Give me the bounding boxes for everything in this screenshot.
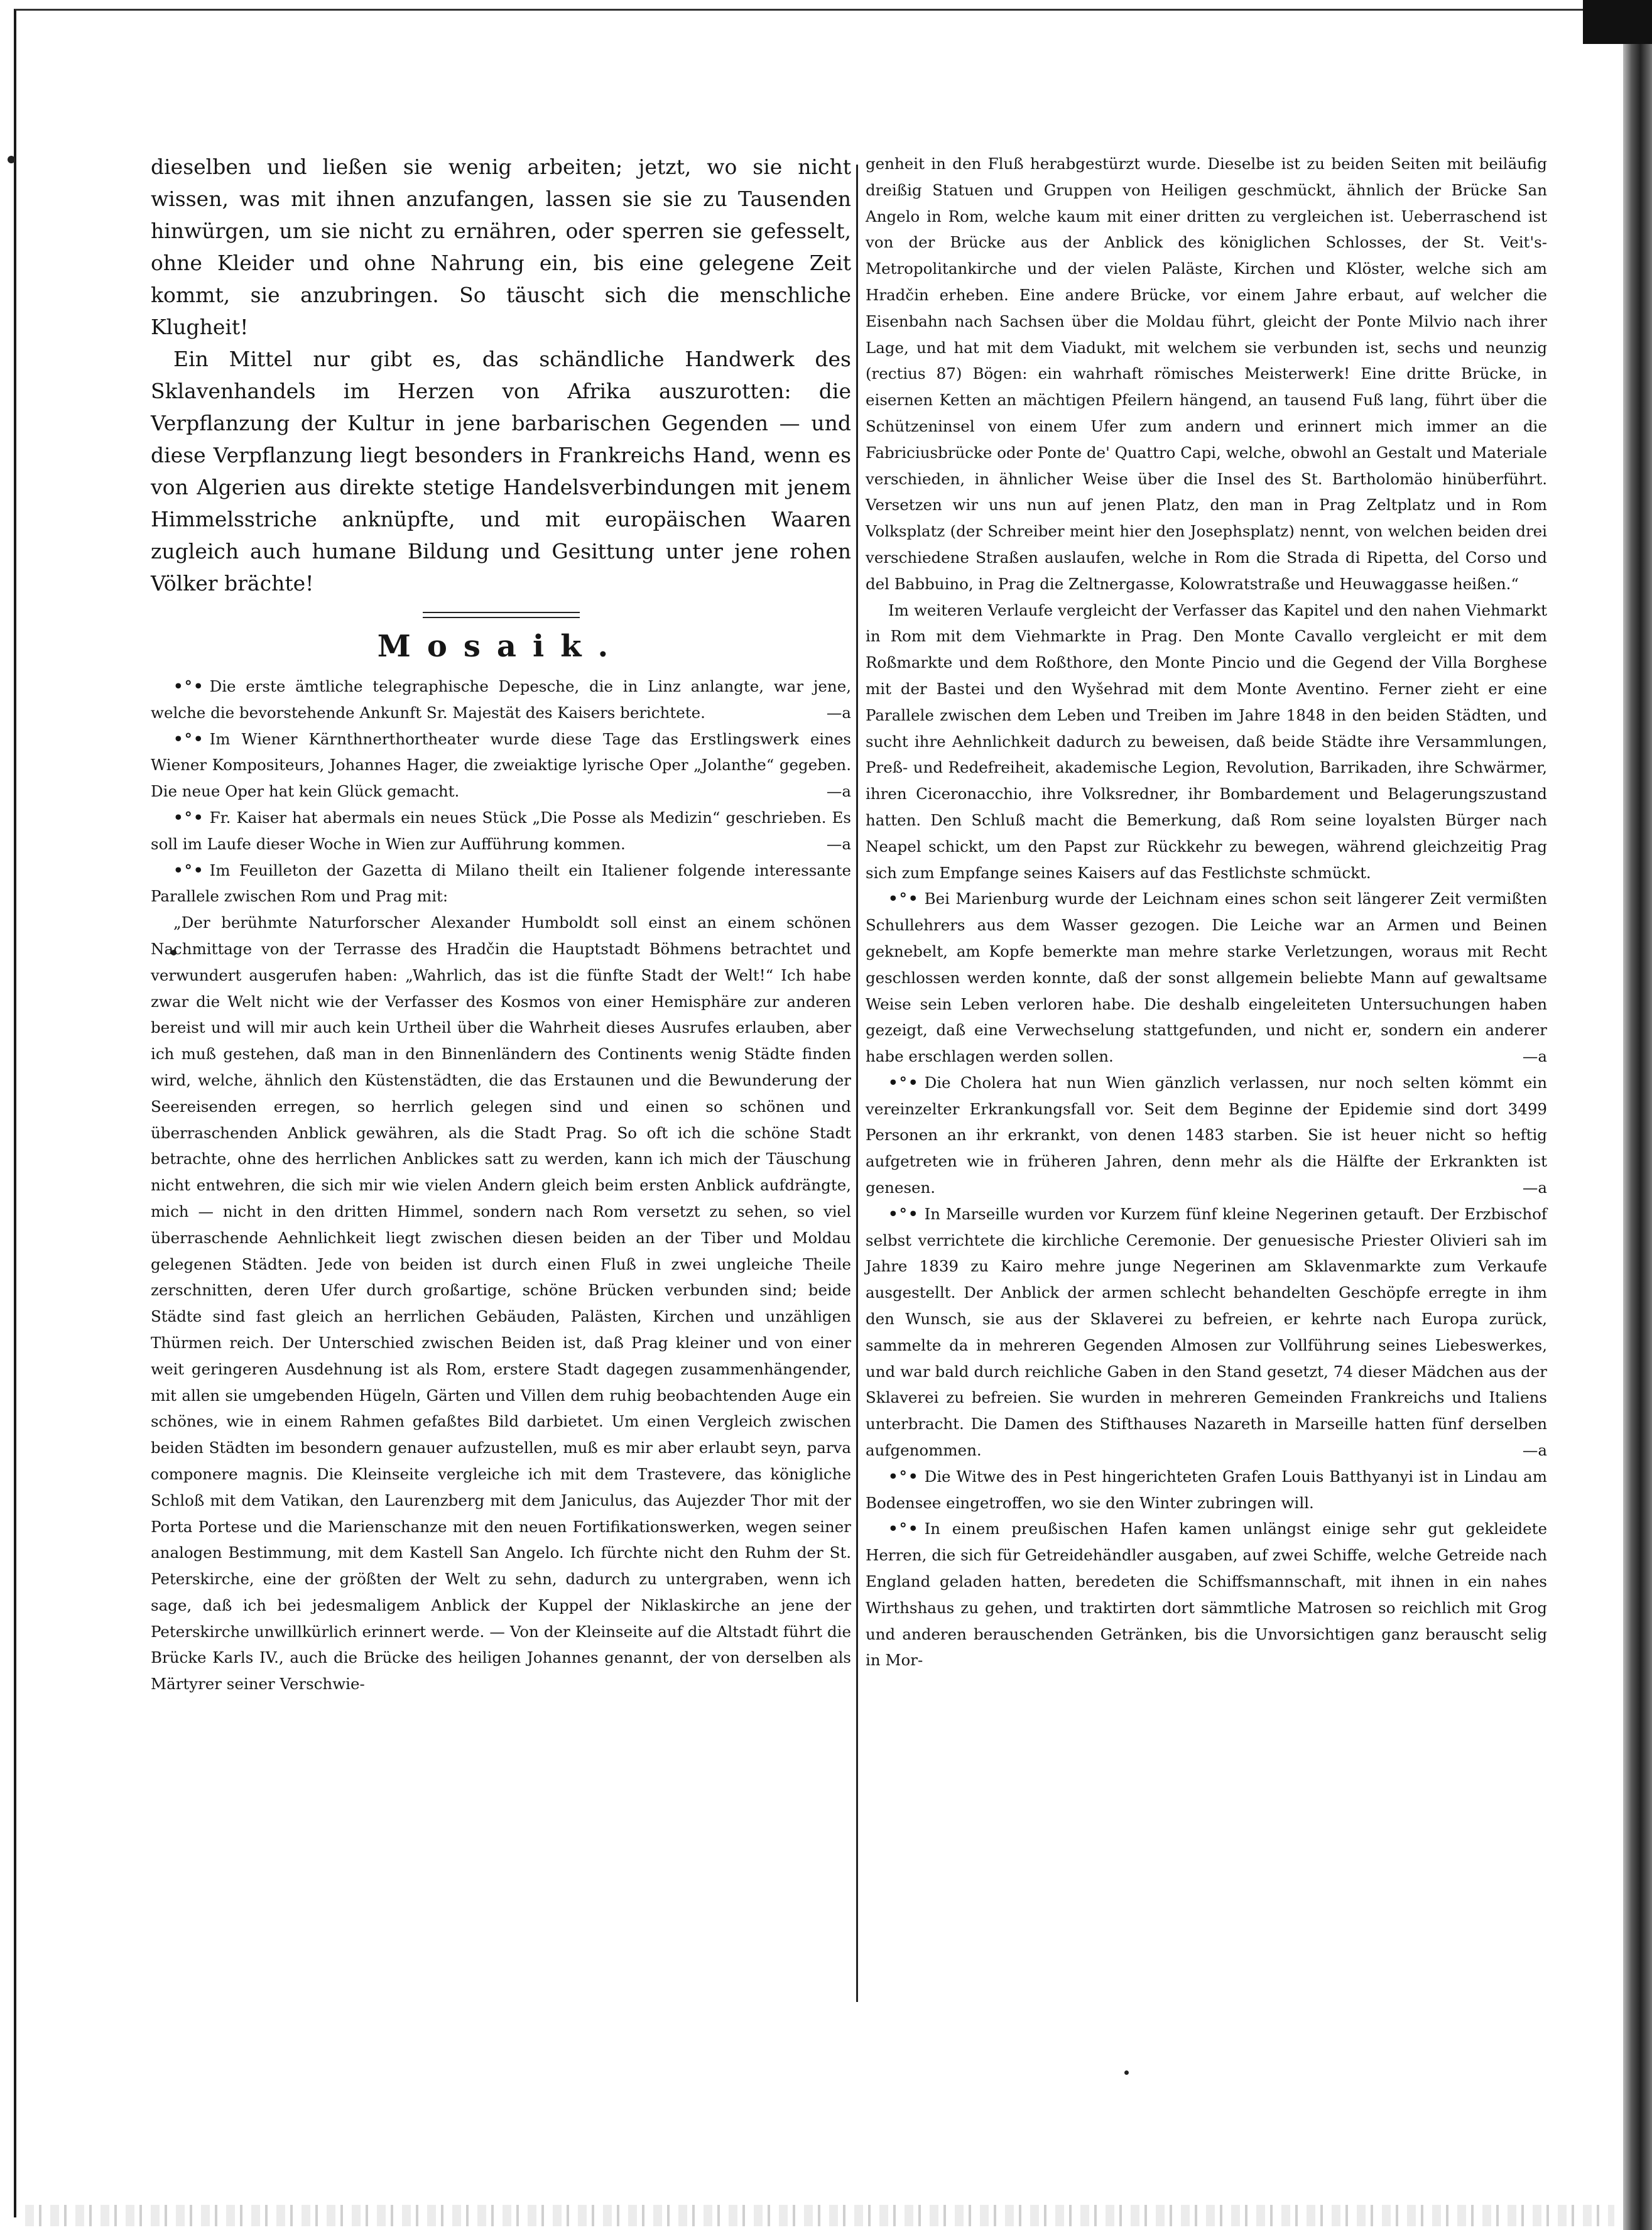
- news-item: [866, 1201, 1547, 1464]
- news-item: [866, 1516, 1547, 1673]
- section-separator: [423, 612, 580, 618]
- signature: —a: [826, 782, 851, 801]
- news-item: [151, 805, 851, 857]
- news-text: In Marseille wurden vor Kurzem fünf kleine Negerinen getauft. Der Erzbischof selbst verrichtete die kirchliche Ceremonie. Der genuesische Priester Olivieri sah im Jahre 1839 zu Kairo mehre junge Negerinen am Sklavenmarkte zum Verkaufe ausgestellt. Der Anblick der armen schlecht behandelten Geschöpfe erregte in ihm den Wunsch, sie aus der Sklaverei zu befreien, er kehrte nach Europa zurück, sammelte da in mehreren Gegenden Almosen zur Vollführung seines Liebeswerkes, und war bald durch reichliche Gaben in den Stand gesetzt, 74 dieser Mädchen aus der Sklaverei zu befreien. Sie wurden in mehreren Gemeinden Frankreichs und Italiens unterbracht. Die Damen des Stifthauses Nazareth in Marseille hatten fünf derselben aufgenommen.: [866, 1204, 1547, 1460]
- paragraph: Ein Mittel nur gibt es, das schändliche Handwerk des Sklavenhandels im Herzen von Afrika auszurotten: die Verpflanzung der Kultur in jene barbarischen Gegenden — und diese Verpflanzung liegt besonders in Frankreichs Hand, wenn es von Algerien aus direkte stetige Handelsverbindungen mit jenem Himmelsstriche anknüpfte, und mit europäischen Waaren zugleich auch humane Bildung und Gesittung unter jene rohen Völker brächte!: [151, 347, 851, 596]
- scan-corner: [1583, 0, 1652, 44]
- scan-edge: [1623, 0, 1652, 2230]
- news-text: Fr. Kaiser hat abermals ein neues Stück „Die Posse als Medizin“ geschrieben. Es soll im Laufe dieser Woche in Wien zur Aufführung kommen.: [151, 808, 851, 853]
- news-item: [151, 726, 851, 805]
- quote-paragraph: „Der berühmte Naturforscher Alexander Humboldt soll einst an einem schönen Nachmittage von der Terrasse des Hradčin die Hauptstadt Böhmens betrachtet und verwundert ausgerufen haben: „Wahrlich, das ist die fünfte Stadt der Welt!“ Ich habe zwar die Welt nicht wie der Verfasser des Kosmos von einer Hemisphäre zur anderen bereist und will mir auch kein Urtheil über die Wahrheit dieses Ausrufes erlauben, aber ich muß gestehen, daß man in den Binnenländern des Continents wenig Städte finden wird, welche, ähnlich den Küstenstädten, die das Erstaunen und die Bewunderung der Seereisenden erregen, so herrlich gelegen sind und einen so schönen und überraschenden Anblick gewähren, als die Stadt Prag. So oft ich die schöne Stadt betrachte, ohne des herrlichen Anblickes satt zu werden, kann ich mich der Täuschung nicht entwehren, die sich mir wie vielen Andern gleich beim ersten Anblick aufdrängte, mich — nicht in den dritten Himmel, sondern nach Rom versetzt zu sehen, so viel überraschende Aehnlichkeit liegt zwischen diesen beiden an der Tiber und Moldau gelegenen Städten. Jede von beiden ist durch einen Fluß in zwei ungleiche Theile zerschnitten, deren Ufer durch großartige, schöne Brücken verbunden sind; beide Städte sind fast gleich an herrlichen Gebäuden, Palästen, Kirchen und unzähligen Thürmen reich. Der Unterschied zwischen Beiden ist, daß Prag kleiner und von einer weit geringeren Ausdehnung ist als Rom, erstere Stadt dagegen zusammenhängender, mit allen sie umgebenden Hügeln, Gärten und Villen dem ruhig beobachtenden Auge ein schönes, wie in einem Rahmen gefaßtes Bild darbietet. Um einen Vergleich zwischen beiden Städten im besondern genauer aufzustellen, muß es mir aber erlaubt seyn, parva componere magnis. Die Kleinseite vergleiche ich mit dem Trastevere, das königliche Schloß mit dem Vatikan, den Laurenzberg mit dem Janiculus, das Aujezder Thor mit der Porta Portese und die Marienschanze mit den neuen Fortifikationswerken, wegen seiner analogen Bestimmung, mit dem Kastell San Angelo. Ich fürchte nicht den Ruhm der St. Peterskirche, eine der größten der Welt zu sehn, dadurch zu untergraben, wenn ich sage, daß ich bei jedesmaligem Anblick der Kuppel der Niklaskirche an jene der Peterskirche unwillkürlich erinnert werde. — Von der Kleinseite auf die Altstadt führt die Brücke Karls IV., auch die Brücke des heiligen Johannes genannt, der von derselben als Märtyrer seiner Verschwie-: [151, 913, 851, 1694]
- item-mark: •°•: [173, 729, 205, 748]
- item-mark: •°•: [888, 1467, 920, 1486]
- margin-mark: [1124, 2070, 1129, 2075]
- news-text: Bei Marienburg wurde der Leichnam eines schon seit längerer Zeit vermißten Schullehrers aus dem Wasser gezogen. Die Leiche war an Armen und Beinen geknebelt, am Kopfe bemerkte man mehre starke Verletzungen, woraus mit Recht geschlossen werden konnte, daß der sonst allgemein beliebte Mann auf gewaltsame Weise sein Leben verloren habe. Die deshalb eingeleiteten Untersuchungen haben gezeigt, daß eine Verwechselung stattgefunden, und nicht er, sondern ein anderer habe erschlagen werden sollen.: [866, 889, 1547, 1066]
- signature: —a: [826, 703, 851, 722]
- item-mark: •°•: [888, 1520, 920, 1538]
- continued-paragraph: genheit in den Fluß herabgestürzt wurde. Dieselbe ist zu beiden Seiten mit beiläufig dreißig Statuen und Gruppen von Heiligen geschmückt, ähnlich der Brücke San Angelo in Rom, welche kaum mit einer dritten zu vergleichen ist. Ueberraschend ist von der Brücke aus der Anblick des königlichen Schlosses, der St. Veit's-Metropolitankirche und der vielen Paläste, Kirchen und Klöster, welche sich am Hradčin erheben. Eine andere Brücke, vor einem Jahre erbaut, auf welcher die Eisenbahn nach Sachsen über die Moldau führt, gleicht der Ponte Milvio nach ihrer Lage, und hat mit dem Viadukt, mit welchem sie verbunden ist, sechs und neunzig (rectius 87) Bögen: ein wahrhaft römisches Meisterwerk! Eine dritte Brücke, in eisernen Ketten an mächtigen Pfeilern hängend, an tausend Fuß lang, führt über die Schützeninsel von einem Ufer zum andern und erinnert mich immer an die Fabriciusbrücke oder Ponte de' Quattro Capi, welche, obwohl an Gestalt und Materiale verschieden, in ähnlicher Weise über die Insel des St. Bartholomäo hinüberführt. Versetzen wir uns nun auf jenen Platz, den man in Prag Zeltplatz und in Rom Volksplatz (der Schreiber meint hier den Josephsplatz) nennt, von welchen beiden drei verschiedene Straßen auslaufen, welche in Rom die Strada di Ripetta, del Corso und del Babbuino, in Prag die Zeltnergasse, Kolowratstraße und Heuwaggasse heißen.“: [866, 155, 1547, 593]
- right-column: [866, 151, 1547, 1673]
- section-heading: Mosaik.: [377, 629, 625, 664]
- scan-bottom-noise: [25, 2205, 1614, 2226]
- paragraph: dieselben und ließen sie wenig arbeiten; jetzt, wo sie nicht wissen, was mit ihnen anzufangen, lassen sie sie zu Tausenden hinwürgen, um sie nicht zu ernähren, oder sperren sie gefesselt, ohne Kleider und ohne Nahrung ein, bis eine gelegene Zeit kommt, sie anzubringen. So täuscht sich die menschliche Klugheit!: [151, 155, 851, 339]
- paragraph: Im weiteren Verlaufe vergleicht der Verfasser das Kapitel und den nahen Viehmarkt in Rom mit dem Viehmarkte in Prag. Den Monte Cavallo vergleicht er mit dem Roßmarkte und dem Roßthore, den Monte Pincio und die Gegend der Villa Borghese mit der Bastei und den Wyšehrad mit dem Monte Aventino. Ferner zieht er eine Parallele zwischen dem Leben und Treiben im Jahre 1848 in den beiden Städten, und sucht ihre Aehnlichkeit dadurch zu beweisen, daß beide Städte ihre Versammlungen, Preß- und Redefreiheit, akademische Legion, Revolution, Barrikaden, ihre Schwärmer, ihren Ciceronacchio, ihre Volksredner, ihr Bombardement und Belagerungszustand hatten. Den Schluß macht die Bemerkung, daß Rom seine loyalsten Bürger nach Neapel schickt, um den Papst zur Rückkehr zu bewegen, während gleichzeitig Prag sich zum Empfange seines Kaisers auf das Festlichste schmückt.: [866, 601, 1547, 882]
- news-text: Im Wiener Kärnthnerthortheater wurde diese Tage das Erstlingswerk eines Wiener Kompositeurs, Johannes Hager, die zweiaktige lyrische Oper „Jolanthe“ gegeben. Die neue Oper hat kein Glück gemacht.: [151, 729, 851, 801]
- item-mark: •°•: [888, 1204, 920, 1223]
- news-item: [151, 857, 851, 910]
- news-item: [151, 673, 851, 726]
- news-item: [866, 1464, 1547, 1516]
- left-column: [151, 151, 851, 1697]
- news-text: Die Witwe des in Pest hingerichteten Grafen Louis Batthyanyi ist in Lindau am Bodensee eingetroffen, wo sie den Winter zubringen will.: [866, 1467, 1547, 1512]
- news-text: In einem preußischen Hafen kamen unlängst einige sehr gut gekleidete Herren, die sich für Getreidehändler ausgaben, auf zwei Schiffe, welche Getreide nach England geladen hatten, beredeten die Schiffsmannschaft, mit ihnen in ein nahes Wirthshaus zu gehen, und traktirten dort sämmtliche Matrosen so reichlich mit Grog und anderen berauschenden Getränken, bis die Unvorsichtigen ganz berauscht selig in Mor-: [866, 1520, 1547, 1670]
- signature: —a: [1522, 1047, 1547, 1066]
- news-item: [866, 886, 1547, 1070]
- signature: —a: [1522, 1441, 1547, 1460]
- signature: —a: [826, 834, 851, 853]
- item-mark: •°•: [888, 889, 920, 908]
- signature: —a: [1522, 1178, 1547, 1197]
- item-mark: •°•: [173, 861, 205, 879]
- item-mark: •°•: [173, 677, 205, 695]
- news-item: [866, 1070, 1547, 1201]
- margin-mark: [8, 156, 15, 163]
- item-mark: •°•: [173, 808, 205, 827]
- news-text: Die Cholera hat nun Wien gänzlich verlassen, nur noch selten kömmt ein vereinzelter Erkrankungsfall vor. Seit dem Beginne der Epidemie sind dort 3499 Personen an ihr erkrankt, von denen 1483 starben. Sie ist heuer nicht so heftig aufgetreten wie in früheren Jahren, denn mehr als die Hälfte der Erkrankten ist genesen.: [866, 1073, 1547, 1197]
- column-divider: [856, 165, 858, 2002]
- news-text: Im Feuilleton der Gazetta di Milano theilt ein Italiener folgende interessante Parallele zwischen Rom und Prag mit:: [151, 861, 851, 906]
- news-text: Die erste ämtliche telegraphische Depesche, die in Linz anlangte, war jene, welche die bevorstehende Ankunft Sr. Majestät des Kaisers berichtete.: [151, 677, 851, 722]
- item-mark: •°•: [888, 1073, 920, 1092]
